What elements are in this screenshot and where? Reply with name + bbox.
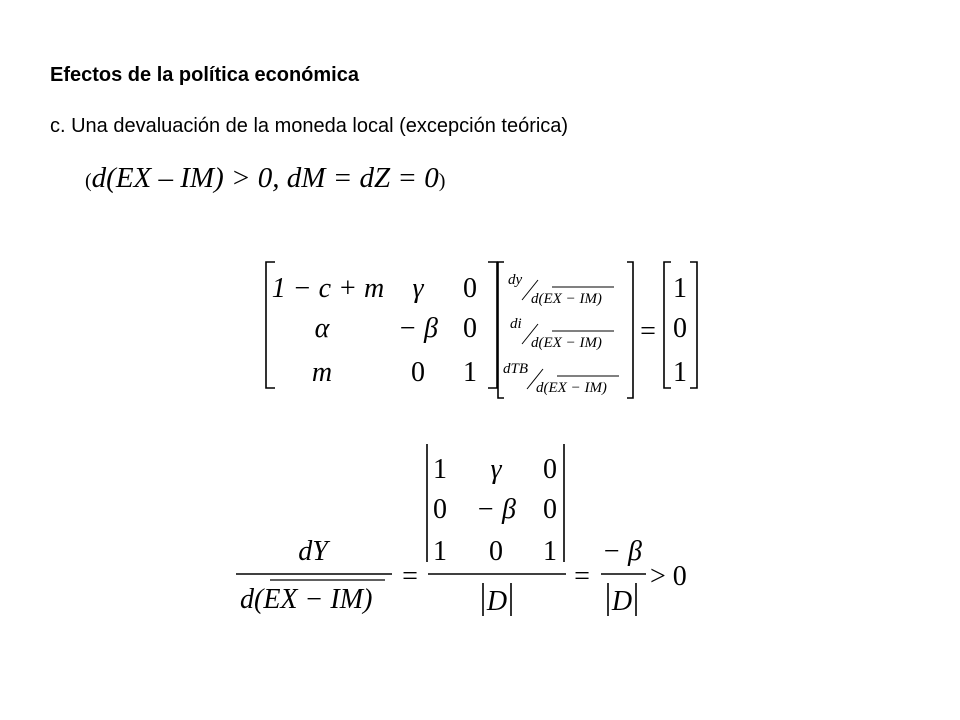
coef-r3c3: 1: [463, 357, 477, 388]
coef-r2c1: α: [314, 313, 330, 344]
condition-expression: d(EX – IM) > 0, dM = dZ = 0: [91, 162, 439, 194]
unknown-dy: dy: [508, 272, 523, 288]
det-r3c2: 0: [489, 536, 503, 567]
lhs-denominator: d(EX − IM): [240, 584, 373, 615]
result-relation: > 0: [650, 561, 687, 592]
unknown-dtb: dTB: [503, 361, 529, 377]
det-r2c2: − β: [476, 494, 516, 525]
unknown-di: di: [510, 316, 522, 332]
coef-r2c3: 0: [463, 313, 477, 344]
lhs-numerator: dY: [298, 536, 328, 567]
det-r2c1: 0: [433, 494, 447, 525]
result-numerator: − β: [602, 536, 642, 567]
result-abs-d-symbol: D: [611, 586, 633, 617]
cramer-result: [236, 444, 687, 617]
coef-r1c3: 0: [463, 273, 477, 304]
rhs-left-bracket: [664, 262, 671, 388]
coef-r1c1: 1 − c + m: [271, 273, 385, 304]
unknown-1-denominator: d(EX − IM): [531, 291, 602, 307]
unknowns-left-bracket: [498, 262, 504, 398]
unknown-3-denominator: d(EX − IM): [536, 380, 607, 396]
first-equals-sign: =: [402, 561, 418, 592]
condition-open-paren: (: [85, 170, 92, 192]
det-r1c2: γ: [490, 454, 502, 485]
system-equals-sign: =: [640, 316, 656, 347]
coef-r1c2: γ: [412, 273, 424, 304]
det-r1c3: 0: [543, 454, 557, 485]
coef-r3c1: m: [311, 357, 333, 388]
slide-title: Efectos de la política económica: [50, 64, 359, 86]
det-r2c3: 0: [543, 494, 557, 525]
unknown-2-denominator: d(EX − IM): [531, 335, 602, 351]
unknowns-right-bracket: [627, 262, 633, 398]
abs-d-symbol: D: [486, 586, 508, 617]
slide-subtitle: c. Una devaluación de la moneda local (excepción teórica): [50, 115, 569, 137]
det-r3c1: 1: [433, 536, 447, 567]
coef-r2c2: − β: [398, 313, 438, 344]
coef-matrix-right-bracket: [488, 262, 497, 388]
det-r1c1: 1: [433, 454, 447, 485]
rhs-r3: 1: [673, 357, 687, 388]
coef-r3c2: 0: [411, 357, 425, 388]
rhs-r2: 0: [673, 313, 687, 344]
rhs-right-bracket: [690, 262, 697, 388]
rhs-r1: 1: [673, 273, 687, 304]
system-equation: [266, 262, 697, 398]
condition-close-paren: ): [438, 170, 446, 192]
second-equals-sign: =: [574, 561, 590, 592]
det-r3c3: 1: [543, 536, 557, 567]
